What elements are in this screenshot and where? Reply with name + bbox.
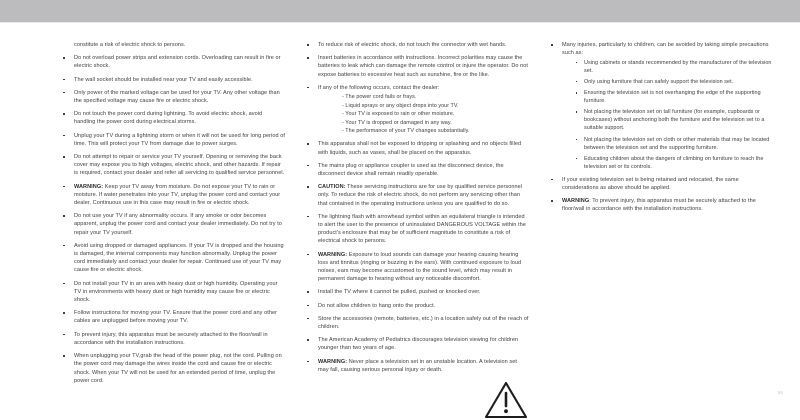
list-item-body: Do not overload power strips and extension cords. Overloading can result in fire or electric shock. (74, 55, 281, 70)
sub-list-item-text: Only using furniture that can safely support the television set. (584, 79, 734, 86)
list-item-text (74, 133, 285, 147)
bullet-dot-icon (307, 216, 309, 218)
sub-list-item-text: Not placing the television set on cloth or other materials that may be located between the television set and the supporting furniture. (584, 136, 770, 151)
list-item-text (74, 281, 278, 303)
bullet-dot-icon (63, 57, 65, 59)
bullet-dot-icon (63, 79, 65, 81)
list-item (306, 288, 529, 296)
emphasis-lead-in: WARNING (562, 198, 590, 205)
dash-list-item: - Liquid sprays or any object drops into your TV. (342, 102, 459, 109)
sub-list-item (576, 89, 773, 105)
sub-list-item (576, 78, 773, 86)
list-item-body: The mains plug or appliance coupler is used as the disconnect device, the disconnect device shall remain readily operable. (318, 162, 504, 177)
list-item (306, 183, 529, 208)
list-item-text (74, 213, 282, 235)
list-item (306, 302, 529, 310)
list-item-text (318, 55, 528, 77)
list-item-text (318, 303, 435, 309)
list-item (306, 213, 529, 246)
sub-list-item-text: Not placing the television set on tall furniture (for example, cupboards or bookcases) without anchoring both the furniture and the television set to a suitable support. (584, 109, 765, 132)
list-item-body: constitute a risk of electric shock to persons. (74, 42, 186, 48)
list-item-body: Unplug your TV during a lightning storm or when it will not be used for long period of time. This will protect your TV from damage due to power surges. (74, 132, 285, 147)
list-item-text (74, 42, 185, 48)
bullet-dot-icon (307, 361, 309, 363)
manual-page (0, 23, 800, 408)
list-item (62, 54, 285, 70)
list-item-text (74, 55, 281, 69)
page-number: 66 (777, 390, 783, 395)
bullet-dot-icon (63, 92, 65, 94)
list-item-body: If any of the following occurs, contact the dealer: (318, 84, 440, 91)
bullet-list-column-1 (62, 41, 285, 385)
list-item (62, 89, 285, 105)
list-item (550, 41, 773, 171)
list-item-text (562, 198, 756, 212)
bullet-dot-icon (307, 165, 309, 167)
list-item-text (318, 141, 521, 155)
sub-bullet-dot-icon (576, 158, 577, 159)
list-item (62, 242, 285, 275)
bullet-dot-icon (307, 44, 309, 46)
bullet-dot-icon (63, 283, 65, 285)
sub-bullet-dot-icon (576, 139, 577, 140)
bullet-dot-icon (63, 186, 65, 188)
warning-triangle-exclamation-icon (484, 380, 528, 420)
list-item-body: Do not attempt to repair or service your TV yourself. Opening or removing the back cover may expose you to high voltages, electric shock, and other hazards. If repair is required, contact your dealer and refer all servicing to qualified service personnel. (74, 154, 285, 177)
bullet-dot-icon (63, 312, 65, 314)
emphasis-lead-in: WARNING: (318, 358, 348, 365)
list-item-body: Many injuries, particularly to children, can be avoided by taking simple precautions such as: (562, 42, 769, 57)
bullet-dot-icon (63, 355, 65, 357)
bullet-dot-icon (551, 200, 553, 202)
bullet-dot-icon (63, 334, 65, 336)
list-item-text (74, 90, 280, 104)
column-1 (62, 41, 285, 390)
list-item-body: Do not allow children to hang onto the product. (318, 302, 436, 309)
sub-bullet-dot-icon (576, 62, 577, 63)
list-item-body: These servicing instructions are for use by qualified service personnel only. To reduce the risk of electric shock, do not perform any servicing other than that contained in the operating instructions unless you are qualified to do so. (318, 184, 523, 207)
list-item (306, 315, 529, 331)
list-item-text (74, 77, 253, 83)
list-item-text (74, 332, 268, 346)
list-item (306, 358, 529, 374)
list-item (62, 352, 285, 385)
list-item-body: When unplugging your TV,grab the head of the power plug, not the cord. Pulling on the power cord may damage the wires inside the cord and cause fire or electric shock. When your TV will not be used for an extended period of time, unplug the power cord. (74, 353, 282, 384)
list-item (306, 41, 529, 49)
list-item-text (318, 289, 481, 295)
list-item (62, 212, 285, 237)
nested-sublist (562, 59, 773, 171)
dash-list-item: - Your TV is dropped or damaged in any way. (342, 119, 452, 126)
bullet-dot-icon (307, 318, 309, 320)
list-item (550, 197, 773, 213)
list-item-body: Do not touch the power cord during lightning. To avoid electric shock, avoid handling the power cord during electrical storms. (74, 111, 263, 126)
bullet-list-column-3 (550, 41, 773, 214)
bullet-dot-icon (63, 135, 65, 137)
list-item-text (318, 337, 518, 351)
dash-list-item: - The performance of your TV changes substantially. (342, 128, 470, 135)
list-item-body: : To prevent injury, this apparatus must be securely attached to the floor/wall in accordance with the installation instructions. (562, 198, 756, 213)
dash-list-item: - The power cord fails or frays. (342, 94, 417, 101)
sub-list-item (576, 136, 773, 152)
list-item-text (318, 184, 522, 206)
paragraph-continuation (62, 41, 285, 49)
list-item-body: Never place a television set in an unstable location. A television set may fall, causing serious personal injury or death. (318, 358, 517, 373)
list-item (62, 309, 285, 325)
list-item (306, 251, 529, 284)
list-item-body: The American Academy of Pediatrics discourages television viewing for children younger than two years of age. (318, 337, 519, 352)
list-item-body: To prevent injury, this apparatus must be securely attached to the floor/wall in accordance with the installation instructions. (74, 331, 268, 346)
list-item (62, 183, 285, 208)
list-item (62, 331, 285, 347)
bullet-dot-icon (307, 87, 309, 89)
list-item (62, 76, 285, 84)
text-columns (62, 41, 774, 390)
sub-bullet-dot-icon (576, 111, 577, 112)
list-item-text (318, 42, 507, 48)
list-item-body: Only power of the marked voltage can be used for your TV. Any other voltage than the specified voltage may cause fire or electric shock. (74, 89, 280, 105)
list-item-text (318, 85, 440, 91)
list-item-text (318, 252, 521, 283)
list-item-text (74, 111, 262, 125)
list-item-body: Keep your TV away from moisture. Do not expose your TV to rain or moisture. If water penetrates into your TV, unplug the power cord and contact your dealer. Continuous use in this case may result in fire or electric shock. (74, 183, 281, 207)
bullet-dot-icon (307, 186, 309, 188)
sub-list-item-text: Using cabinets or stands recommended by the manufacturer of the television set. (584, 59, 772, 74)
list-item-text (318, 163, 504, 177)
bullet-dot-icon (307, 305, 309, 307)
list-item-body: If your existing television set is being retained and relocated, the same considerations as above should be applied. (562, 176, 739, 192)
list-item-text (74, 353, 282, 384)
list-item-body: The wall socket should be installed near your TV and easily accessible. (74, 76, 253, 83)
sub-bullet-dot-icon (576, 81, 577, 82)
bullet-dot-icon (307, 57, 309, 59)
list-item-body: Do not use your TV if any abnormality occurs. If any smoke or odor becomes apparent, unplug the power cord and contact your dealer immediately. Do not try to repair your TV yourself. (74, 213, 282, 236)
bullet-dot-icon (551, 179, 553, 181)
list-item (62, 110, 285, 126)
list-item-body: Avoid using dropped or damaged appliances. If your TV is dropped and the housing is damaged, the internal components may function abnormally. Unplug the power cord immediately and contact your dealer for repair. Continued use of your TV may cause fire or electric shock. (74, 242, 284, 274)
list-item-text (318, 316, 529, 330)
list-item-text (562, 42, 769, 56)
list-item-text (74, 310, 277, 324)
list-item (306, 336, 529, 352)
list-item-text (74, 154, 284, 176)
list-item (306, 140, 529, 156)
list-item (62, 280, 285, 305)
bullet-dot-icon (307, 339, 309, 341)
bullet-dot-icon (551, 44, 553, 46)
sub-list-item (576, 108, 773, 132)
sub-list-item-text: Ensuring the television set is not overhanging the edge of the supporting furniture. (584, 90, 761, 105)
page-top-band (0, 0, 800, 22)
sub-list-item (576, 59, 773, 75)
column-3 (550, 41, 773, 219)
dash-list-item: - Your TV is exposed to rain or other moisture. (342, 111, 455, 118)
list-item-body: Follow instructions for moving your TV. Ensure that the power cord and any other cables are unplugged before moving your TV. (74, 310, 277, 325)
list-item-body: Exposure to loud sounds can damage your hearing causing hearing loss and tinnitus (ringing or buzzing in the ears). With continued exposure to loud noises, ears may become accustomed to the sound level, which may result in permanent damage to hearing without any noticeable discomfort. (318, 251, 522, 283)
bullet-dot-icon (307, 143, 309, 145)
emphasis-lead-in: CAUTION: (318, 184, 346, 191)
bullet-dot-icon (307, 291, 309, 293)
list-item-body: Insert batteries in accordance with instructions. Incorrect polarities may cause the batteries to leak which can damage the remote control or injure the operator. Do not expose batteries to excessive heat such as sunshine, fire or the like. (318, 55, 529, 78)
list-item-text (74, 243, 284, 274)
list-item-body: Do not install your TV in an area with heavy dust or high humidity. Operating your TV in environments with heavy dust or high humidity may cause fire or electric shock. (74, 280, 278, 304)
list-item-text (318, 214, 526, 245)
emphasis-lead-in: WARNING: (74, 183, 104, 190)
list-item-text (318, 359, 517, 373)
list-item-text (562, 177, 739, 191)
bullet-dot-icon (63, 215, 65, 217)
column-2 (306, 41, 529, 379)
bullet-dot-icon (307, 254, 309, 256)
sub-list-item (576, 155, 773, 171)
list-item-text (74, 184, 280, 206)
list-item (62, 132, 285, 148)
dash-sublist (318, 93, 529, 135)
list-item-body: To reduce risk of electric shock, do not touch the connector with wet hands. (318, 42, 507, 48)
list-item (306, 84, 529, 136)
sub-bullet-dot-icon (576, 92, 577, 93)
list-item (550, 176, 773, 192)
list-item (306, 162, 529, 178)
list-item (306, 54, 529, 79)
bullet-dot-icon (63, 245, 65, 247)
list-item-body: This apparatus shall not be exposed to dripping or splashing and no objects filled with liquids, such as vases, shall be placed on the apparatus. (318, 141, 522, 156)
bullet-dot-icon (63, 156, 65, 158)
list-item-body: Install the TV where it cannot be pulled, pushed or knocked over. (318, 289, 481, 296)
bullet-list-column-2 (306, 41, 529, 374)
list-item-body: The lightning flash with arrowhead symbol within an equilateral triangle is intended to alert the user to the presence of uninsulated DANGEROUS VOLTAGE within the product's enclosure that may be of sufficient magnitude to constitute a risk of electrical shock to persons. (318, 213, 526, 245)
bullet-dot-icon (63, 113, 65, 115)
list-item (62, 153, 285, 178)
sub-list-item-text: Educating children about the dangers of climbing on furniture to reach the television set or its controls. (584, 155, 764, 170)
list-item-body: Store the accessories (remote, batteries, etc.) in a location safely out of the reach of children. (318, 315, 529, 331)
emphasis-lead-in: WARNING: (318, 251, 348, 258)
